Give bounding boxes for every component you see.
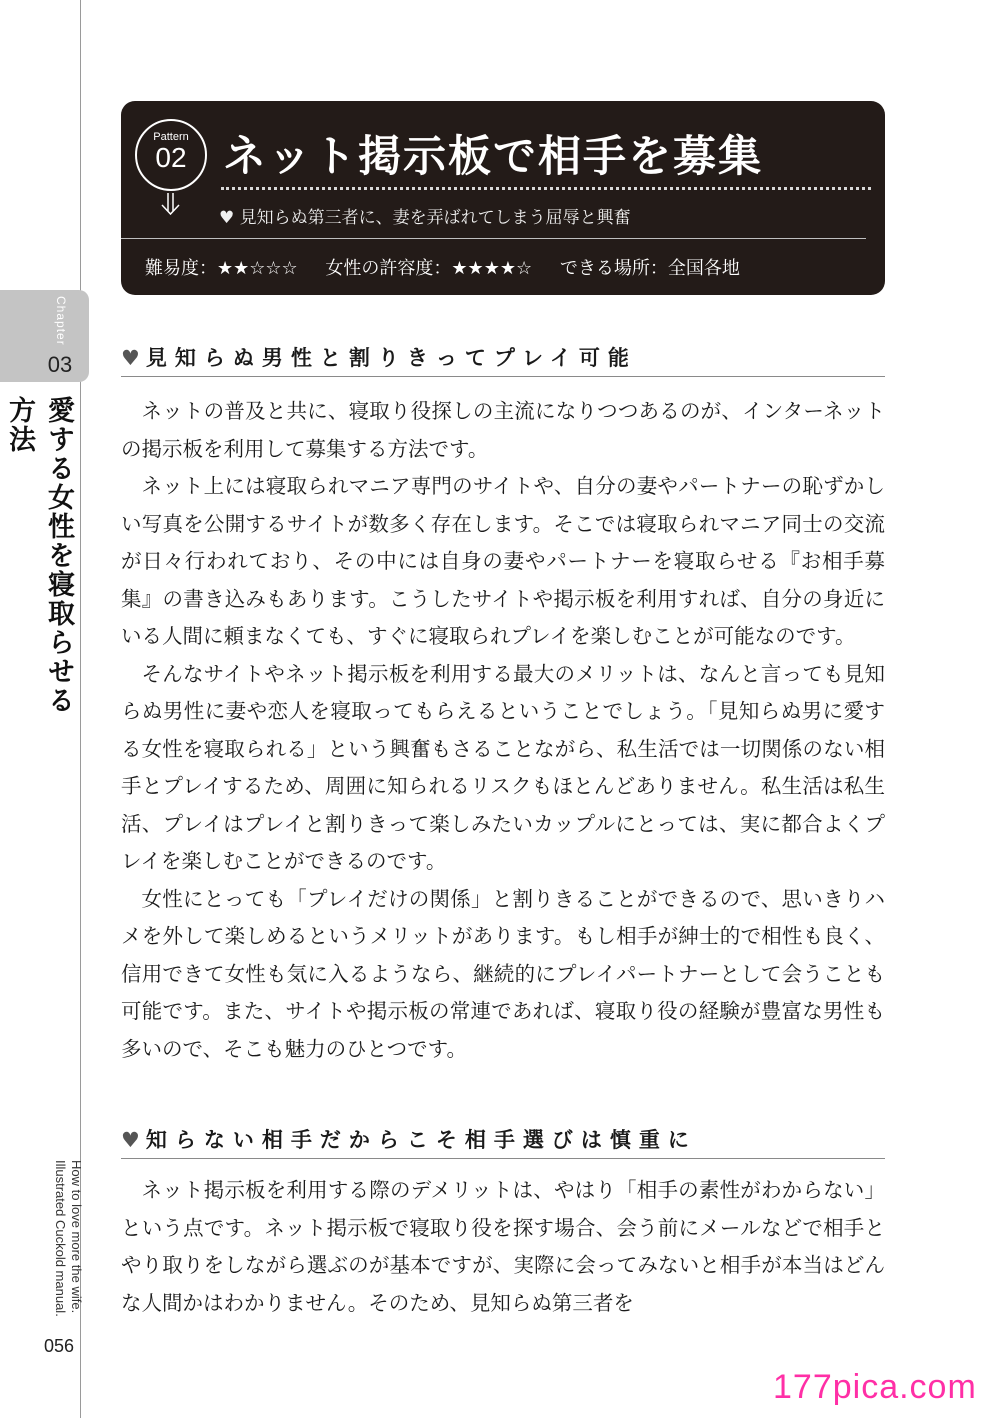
pattern-header-box	[121, 101, 885, 295]
tolerance-rating: 女性の許容度：★★★★☆	[325, 258, 533, 279]
pattern-title: ネット掲示板で相手を募集	[223, 132, 763, 182]
section-heading-text: 知らない相手だからこそ相手選びは慎重に	[145, 1128, 697, 1152]
down-arrow-icon	[159, 193, 183, 217]
english-title-line2: Illustrated Cuckold manual.	[53, 1160, 68, 1317]
heart-icon: ♥	[121, 346, 140, 370]
difficulty-rating: 難易度：★★☆☆☆	[145, 258, 298, 279]
section-body-2	[121, 1172, 885, 1322]
paragraph: ネットの普及と共に、寝取り役探しの主流になりつつあるのが、インターネットの掲示板を利用して募集する方法です。	[121, 399, 885, 461]
header-divider	[121, 238, 866, 239]
heart-icon: ♥	[121, 1128, 140, 1152]
paragraph: ネット掲示板を利用する際のデメリットは、やはり「相手の素性がわからない」という点です。ネット掲示板で寝取り役を探す場合、会う前にメールなどで相手とやり取りをしながら選ぶのが基本ですが、実際に会ってみないと相手が本当はどんな人間かはわかりません。そのため、見知らぬ第三者を	[121, 1178, 885, 1315]
paragraph: ネット上には寝取られマニア専門のサイトや、自分の妻やパートナーの恥ずかしい写真を公開するサイトが数多く存在します。そこでは寝取られマニア同士の交流が日々行われており、その中には自身の妻やパートナーを寝取らせる『お相手募集』の書き込みもあります。こうしたサイトや掲示板を利用すれば、自分の身近にいる人間に頼まなくても、すぐに寝取られプレイを楽しむことが可能なのです。	[121, 474, 885, 648]
section-heading-text: 見知らぬ男性と割りきってプレイ可能	[145, 346, 637, 370]
pattern-badge	[135, 119, 207, 191]
paragraph: そんなサイトやネット掲示板を利用する最大のメリットは、なんと言っても見知らぬ男性に妻や恋人を寝取ってもらえるということでしょう。「見知らぬ男に愛する女性を寝取られる」という興奮もさることながら、私生活では一切関係のない相手とプレイするため、周囲に知られるリスクもほとんどありません。私生活は私生活、プレイはプレイと割りきって楽しみたいカップルにとっては、実に都合よくプレイを楽しむことができるのです。	[121, 661, 885, 873]
page-number: 056	[44, 1336, 75, 1356]
book-title-vertical: 愛する女性を寝取らせる方法	[4, 396, 74, 715]
pattern-subtitle: ♥ 見知らぬ第三者に、妻を弄ばれてしまう屈辱と興奮	[219, 208, 631, 228]
section-heading-2	[121, 1124, 885, 1159]
pattern-number: 02	[155, 142, 187, 173]
paragraph: 女性にとっても「プレイだけの関係」と割りきることができるので、思いきりハメを外して楽しめるというメリットがあります。もし相手が紳士的で相性も良く、信用できて女性も気に入るようなら、継続的にプレイパートナーとして会うことも可能です。また、サイトや掲示板の常連であれば、寝取り役の経験が豊富な男性も多いので、そこも魅力のひとつです。	[121, 886, 885, 1061]
pattern-label: Pattern	[153, 131, 189, 143]
dotted-divider	[221, 187, 871, 190]
ratings-row	[145, 254, 762, 280]
english-title-vertical	[44, 1160, 84, 1330]
english-title-line1: How to love more the wife.	[69, 1160, 84, 1314]
watermark: 177pica.com	[773, 1368, 977, 1406]
section-heading-1	[121, 342, 885, 377]
chapter-label: Chapter	[54, 296, 68, 346]
section-body-1	[121, 393, 885, 1068]
chapter-number: 03	[47, 352, 73, 377]
location-info: できる場所：全国各地	[559, 258, 740, 279]
